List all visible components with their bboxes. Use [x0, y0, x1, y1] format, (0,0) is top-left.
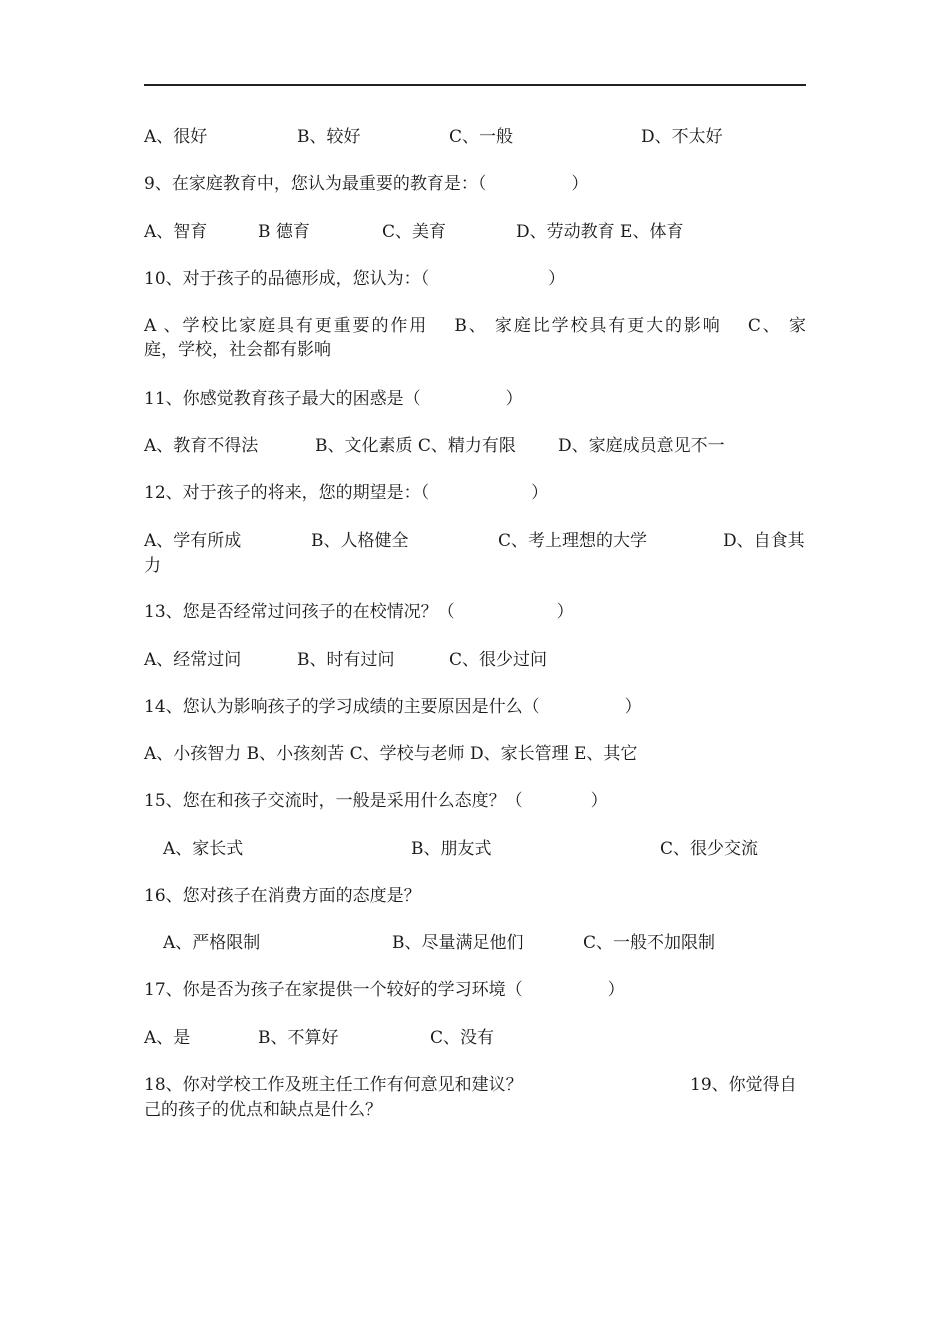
- q10-options-line2: 庭，学校，社会都有影响: [144, 340, 331, 360]
- q15-question: 15、您在和孩子交流时，一般是采用什么态度？（ ）: [144, 791, 608, 811]
- q10-question: 10、对于孩子的品德形成，您认为：（ ）: [144, 269, 566, 289]
- q9-question: 9、在家庭教育中，您认为最重要的教育是：（ ）: [144, 174, 589, 194]
- q16-option-c: C、一般不加限制: [583, 933, 716, 953]
- q16-question: 16、您对孩子在消费方面的态度是？: [144, 886, 421, 906]
- q9-option-de: D、劳动教育 E、体育: [516, 222, 684, 242]
- q11-option-a: A、教育不得法: [144, 436, 259, 456]
- q10-options-line1: A 、学校比家庭具有更重要的作用 B、 家庭比学校具有更大的影响 C、 家: [144, 316, 806, 336]
- q15-option-a: A、家长式: [163, 839, 244, 859]
- q14-options: A、小孩智力 B、小孩刻苦 C、学校与老师 D、家长管理 E、其它: [144, 744, 638, 764]
- q12-option-d: D、自食其: [723, 531, 805, 551]
- q19-question-cont: 己的孩子的优点和缺点是什么？: [144, 1100, 382, 1120]
- q12-option-a: A、学有所成: [144, 531, 242, 551]
- q11-question: 11、你感觉教育孩子最大的困惑是（ ）: [144, 389, 523, 409]
- q17-option-c: C、没有: [430, 1028, 495, 1048]
- q18-question: 18、你对学校工作及班主任工作有何意见和建议？: [144, 1075, 523, 1095]
- q10-options: [144, 314, 806, 362]
- q9-option-a: A、智育: [144, 222, 208, 242]
- q19-question-start: 19、你觉得自: [690, 1075, 797, 1095]
- q12-question: 12、对于孩子的将来，您的期望是：（ ）: [144, 483, 549, 503]
- q14-question: 14、您认为影响孩子的学习成绩的主要原因是什么（ ）: [144, 697, 642, 717]
- q12-option-d-cont: 力: [144, 556, 161, 576]
- q8-option-d: D、不太好: [641, 127, 723, 147]
- q13-question: 13、您是否经常过问孩子的在校情况？（ ）: [144, 602, 574, 622]
- q13-option-c: C、很少过问: [449, 650, 548, 670]
- q13-option-b: B、时有过问: [297, 650, 395, 670]
- q16-option-a: A、严格限制: [163, 933, 261, 953]
- q11-option-bc: B、文化素质 C、精力有限: [315, 436, 516, 456]
- q12-option-c: C、考上理想的大学: [498, 531, 648, 551]
- q17-option-a: A、是: [144, 1028, 191, 1048]
- q8-option-c: C、一般: [449, 127, 514, 147]
- q8-option-a: A、很好: [144, 127, 208, 147]
- q17-option-b: B、不算好: [258, 1028, 339, 1048]
- q9-option-c: C、美育: [382, 222, 447, 242]
- q16-option-b: B、尽量满足他们: [392, 933, 524, 953]
- q9-option-b: B 德育: [258, 222, 310, 242]
- q15-option-c: C、很少交流: [660, 839, 759, 859]
- q15-option-b: B、朋友式: [411, 839, 492, 859]
- q12-option-b: B、人格健全: [311, 531, 409, 551]
- top-rule: [144, 84, 806, 86]
- q11-option-d: D、家庭成员意见不一: [558, 436, 725, 456]
- q13-option-a: A、经常过问: [144, 650, 242, 670]
- q8-option-b: B、较好: [297, 127, 361, 147]
- q17-question: 17、你是否为孩子在家提供一个较好的学习环境（ ）: [144, 980, 625, 1000]
